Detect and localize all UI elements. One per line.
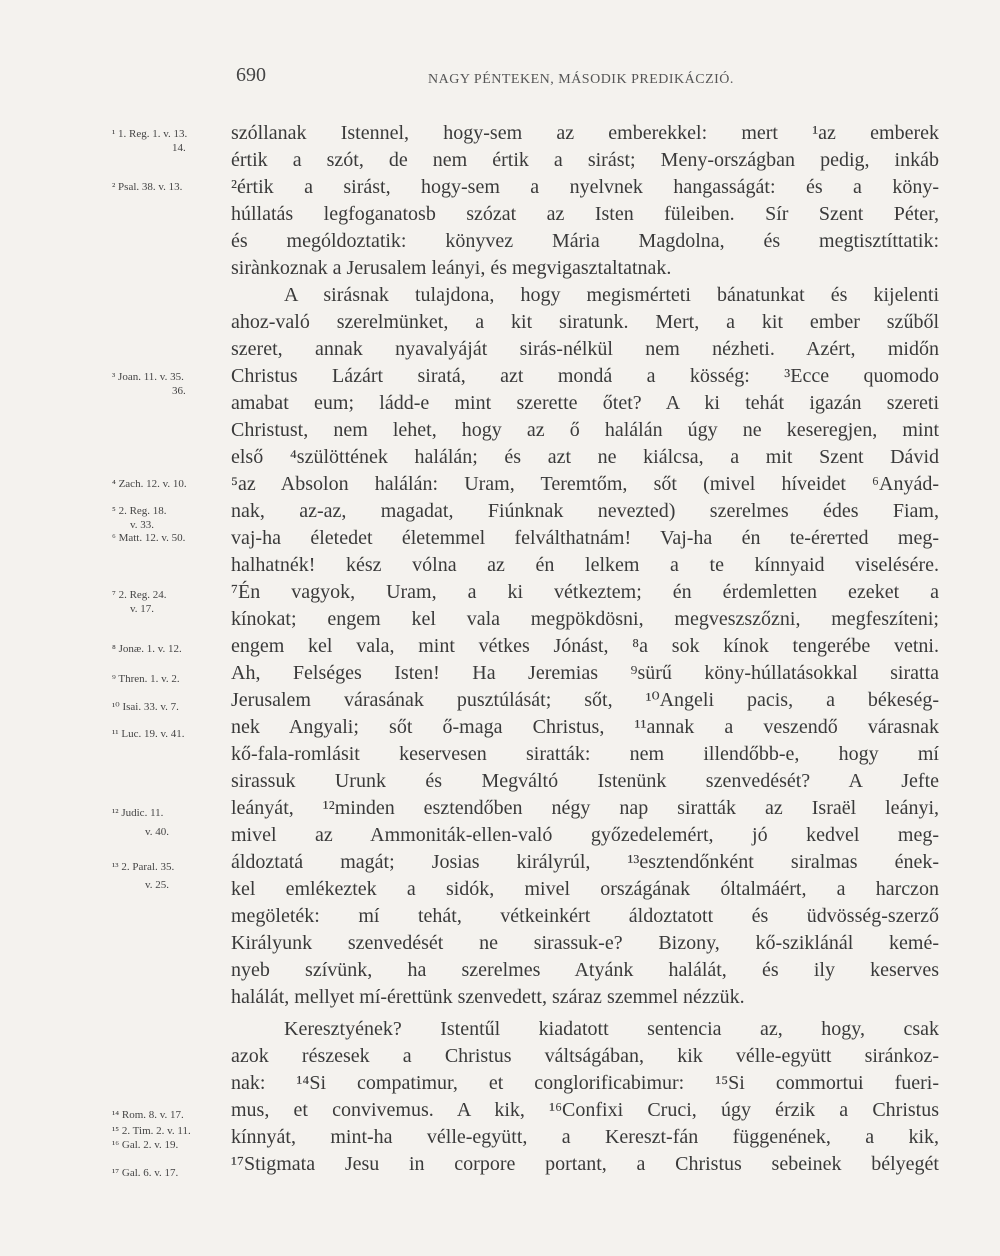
body-line: engem kel vala, mint vétkes Jónást, ⁸a sok kínok tengerébe vetni.	[231, 635, 939, 657]
margin-note: ⁸ Jonæ. 1. v. 12.	[112, 643, 182, 655]
running-head: NAGY PÉNTEKEN, MÁSODIK PREDIKÁCZIÓ.	[428, 72, 734, 87]
body-line: megöleték: mí tehát, vétkeinkért áldoztatott és üdvösség-szerző	[231, 905, 939, 927]
page-number: 690	[236, 64, 266, 86]
body-line: kínnyát, mint-ha vélle-együtt, a Kereszt-fán függenének, a kik,	[231, 1126, 939, 1148]
margin-note: 14.	[172, 142, 186, 154]
body-line: kő-fala-romlásit keservesen siratták: nem illendőbb-e, hogy mí	[231, 743, 939, 765]
body-line: ⁵az Absolon halálán: Uram, Teremtőm, sőt (mivel híveidet ⁶Anyád-	[231, 473, 939, 495]
body-line: halálát, mellyet mí-érettünk szenvedett, száraz szemmel nézzük.	[231, 986, 745, 1008]
body-line: ahoz-való szerelmünket, a kit siratunk. Mert, a kit ember szűből	[231, 311, 939, 333]
body-line: szóllanak Istennel, hogy-sem az emberekkel: mert ¹az emberek	[231, 122, 939, 144]
body-line: vaj-ha életedet életemmel felválthatnám! Vaj-ha én te-érетted meg-	[231, 527, 939, 549]
body-line: áldoztatá magát; Josias királyrúl, ¹³esztendőnként siralmas ének-	[231, 851, 939, 873]
body-line: nek Angyali; sőt ő-maga Christus, ¹¹annak a veszendő várasnak	[231, 716, 939, 738]
margin-note: ¹⁰ Isai. 33. v. 7.	[112, 701, 179, 713]
margin-note: ¹¹ Luc. 19. v. 41.	[112, 728, 185, 740]
body-line: és mególdoztatik: könyvez Mária Magdolna, és megtisztíttatik:	[231, 230, 939, 252]
body-line: amabat eum; ládd-e mint szerette őtet? A ki tehát igazán szereti	[231, 392, 939, 414]
body-line: szeret, annak nyavalyáját sirás-nélkül nem nézheti. Azért, midőn	[231, 338, 939, 360]
margin-note: v. 25.	[145, 879, 170, 891]
body-line: mus, et convivemus. A kik, ¹⁶Confixi Cruci, úgy érzik a Christus	[231, 1099, 939, 1121]
body-line: kínokat; engem kel vala megpökdösni, megveszszőzni, megfeszíteni;	[231, 608, 939, 630]
margin-note: ¹⁷ Gal. 6. v. 17.	[112, 1167, 179, 1179]
margin-note: v. 17.	[130, 603, 155, 615]
margin-note: v. 33.	[130, 519, 155, 531]
margin-note: ¹⁵ 2. Tim. 2. v. 11.	[112, 1125, 191, 1137]
margin-note: ¹² Judic. 11.	[112, 807, 164, 819]
margin-note: ¹⁴ Rom. 8. v. 17.	[112, 1109, 184, 1121]
margin-note: ¹³ 2. Paral. 35.	[112, 861, 175, 873]
margin-note: ¹ 1. Reg. 1. v. 13.	[112, 128, 188, 140]
margin-note: 36.	[172, 385, 186, 397]
body-line: Christus Lázárt siratá, azt mondá a kösség: ³Ecce quomodo	[231, 365, 939, 387]
body-line: sirassuk Urunk és Megváltó Istenünk szenvedését? A Jefte	[231, 770, 939, 792]
body-line: leányát, ¹²minden esztendőben négy nap siratták az Israël leányi,	[231, 797, 939, 819]
body-line: kel emlékeztek a sidók, mivel országának óltalmáért, a harczon	[231, 878, 939, 900]
body-line: Keresztyének? Istentűl kiadatott sentencia az, hogy, csak	[284, 1018, 939, 1040]
margin-note: ⁷ 2. Reg. 24.	[112, 589, 167, 601]
body-line: húllatás legfoganatosb szózat az Isten füleiben. Sír Szent Péter,	[231, 203, 939, 225]
body-line: mivel az Ammoniták-ellen-való győzedelemért, jó kedvel meg-	[231, 824, 939, 846]
body-line: azok részesek a Christus váltságában, kik vélle-együtt siránkoz-	[231, 1045, 939, 1067]
body-line: ²értik a sirást, hogy-sem a nyelvnek hangasságát: és a köny-	[231, 176, 939, 198]
body-line: nak: ¹⁴Si compatimur, et conglorificabimur: ¹⁵Si commortui fueri-	[231, 1072, 939, 1094]
body-line: Királyunk szenvedését ne sirassuk-e? Bizony, kő-sziklánál kemé-	[231, 932, 939, 954]
body-line: első ⁴szülöttének halálán; és azt ne kiálcsa, a mit Szent Dávid	[231, 446, 939, 468]
body-line: sirànkoznak a Jerusalem leányi, és megvigasztaltatnak.	[231, 257, 672, 279]
body-line: halhatnék! kész vólna az én lelkem a te kínnyaid viselésére.	[231, 554, 939, 576]
body-line: értik a szót, de nem értik a sirást; Meny-országban pedig, inkáb	[231, 149, 939, 171]
margin-note: ² Psal. 38. v. 13.	[112, 181, 183, 193]
body-line: Ah, Felséges Isten! Ha Jeremias ⁹sürű köny-húllatásokkal siratta	[231, 662, 939, 684]
body-line: ¹⁷Stigmata Jesu in corpore portant, a Christus sebeinek bélyegét	[231, 1153, 939, 1175]
margin-note: ⁹ Thren. 1. v. 2.	[112, 673, 180, 685]
margin-note: ⁵ 2. Reg. 18.	[112, 505, 167, 517]
body-line: ⁷Én vagyok, Uram, a ki vétkeztem; én érdemletten ezeket a	[231, 581, 939, 603]
margin-note: v. 40.	[145, 826, 170, 838]
body-line: nak, az-az, magadat, Fiúnknak nevezted) szerelmes édes Fiam,	[231, 500, 939, 522]
body-line: Jerusalem várasának pusztúlását; sőt, ¹⁰Angeli pacis, a békeség-	[231, 689, 939, 711]
margin-note: ⁴ Zach. 12. v. 10.	[112, 478, 187, 490]
margin-note: ¹⁶ Gal. 2. v. 19.	[112, 1139, 179, 1151]
margin-note: ³ Joan. 11. v. 35.	[112, 371, 184, 383]
body-line: Christust, nem lehet, hogy az ő halálán úgy ne keseregjen, mint	[231, 419, 939, 441]
body-line: nyeb szívünk, ha szerelmes Atyánk halálát, és ily keserves	[231, 959, 939, 981]
margin-note: ⁶ Matt. 12. v. 50.	[112, 532, 186, 544]
body-line: A sirásnak tulajdona, hogy megismérteti bánatunkat és kijelenti	[284, 284, 939, 306]
